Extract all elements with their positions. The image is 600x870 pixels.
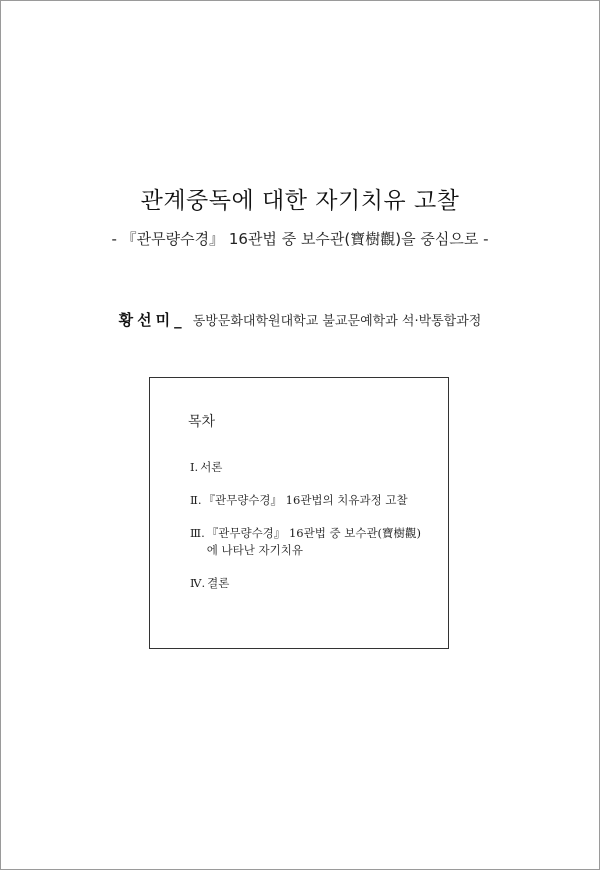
toc-item-text: 『관무량수경』 16관법의 치유과정 고찰: [203, 493, 408, 507]
toc-item: [190, 459, 430, 476]
author-affiliation: 동방문화대학원대학교 불교문예학과 석·박통합과정: [192, 314, 482, 329]
toc-item-text: 결론: [207, 576, 230, 590]
toc-item-number: Ⅲ.: [190, 526, 205, 540]
table-of-contents: [149, 377, 449, 649]
toc-item: [190, 525, 430, 559]
toc-heading: 목차: [188, 414, 216, 430]
toc-item: [190, 492, 430, 509]
toc-list: [190, 459, 430, 608]
toc-item-number: Ⅱ.: [190, 493, 202, 507]
toc-item: [190, 575, 430, 592]
toc-item-text: 『관무량수경』 16관법 중 보수관(寶樹觀)에 나타난 자기치유: [206, 526, 422, 557]
author-separator: _: [174, 311, 182, 329]
paper-subtitle: - 『관무량수경』 16관법 중 보수관(寶樹觀)을 중심으로 -: [111, 230, 489, 248]
paper-title: 관계중독에 대한 자기치유 고찰: [140, 188, 460, 214]
author-line: [0, 309, 600, 330]
toc-item-text: 서론: [200, 460, 223, 474]
toc-item-number: Ⅳ.: [190, 576, 206, 590]
toc-item-number: Ⅰ.: [190, 460, 199, 474]
author-name: 황선미: [118, 311, 175, 329]
